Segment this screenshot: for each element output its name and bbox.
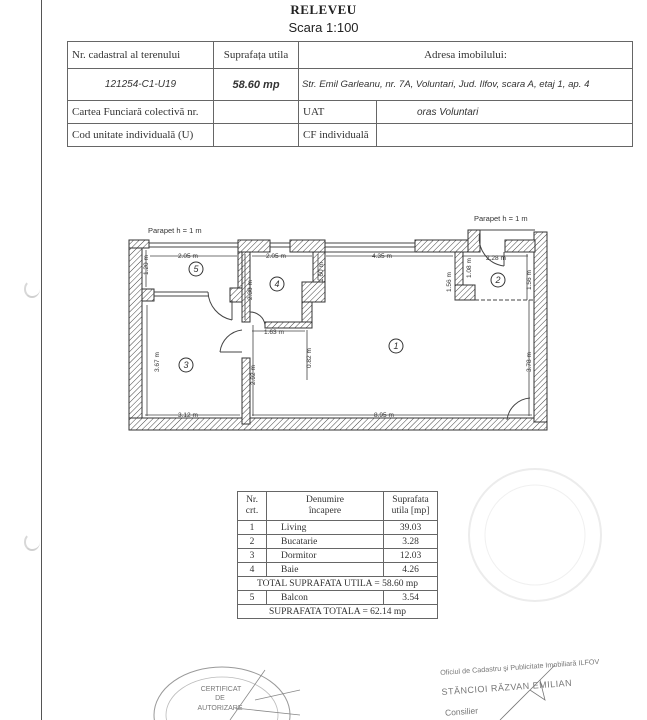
dim-bucatarie-width: 2.28 m xyxy=(486,255,506,262)
cf-individuala-label: CF individuală xyxy=(299,124,377,147)
row-area: 3.54 xyxy=(384,591,438,605)
dim-living-width: 8.95 m xyxy=(374,412,394,419)
rooms-table xyxy=(237,491,438,619)
dim-baie-height-right: 1.60 m xyxy=(318,262,325,282)
wall xyxy=(455,285,475,300)
wall xyxy=(129,240,142,430)
wall xyxy=(505,240,535,252)
room-label-3: 3 xyxy=(183,360,189,370)
cod-unitate-label: Cod unitate individuală (U) xyxy=(68,124,214,147)
total-row xyxy=(238,605,438,619)
wall xyxy=(468,230,480,252)
row-area: 3.28 xyxy=(384,535,438,549)
table-row xyxy=(238,591,438,605)
dim-bucatarie-h2: 1.56 m xyxy=(446,272,453,292)
wall xyxy=(302,282,325,302)
row-area: 12.03 xyxy=(384,549,438,563)
header-denumire: Denumire încapere xyxy=(267,492,384,521)
row-nr: 1 xyxy=(238,521,267,535)
dim-living-right-height: 3.78 m xyxy=(526,352,533,372)
wall xyxy=(534,232,547,422)
row-area: 4.26 xyxy=(384,563,438,577)
certificate-stamp xyxy=(154,667,300,720)
room-label-5: 5 xyxy=(193,264,199,274)
row-nr: 3 xyxy=(238,549,267,563)
row-name: Bucatarie xyxy=(267,535,384,549)
stamp-line-3: AUTORIZARE xyxy=(197,705,243,712)
dim-balcon-height: 1.20 m xyxy=(143,255,150,275)
header-suprafata: Suprafata utila [mp] xyxy=(384,492,438,521)
wall xyxy=(238,240,270,252)
dim-living-left-height: 2.92 m xyxy=(250,365,257,385)
dim-bucatarie-h1: 1.08 m xyxy=(466,258,473,278)
dim-baie-bottom: 1.63 m xyxy=(264,329,284,336)
faint-stamp-inner xyxy=(485,485,585,585)
room-label-1: 1 xyxy=(393,341,399,351)
row-name: Dormitor xyxy=(267,549,384,563)
parapet-label-right: Parapet h = 1 m xyxy=(474,214,528,223)
wall xyxy=(142,289,154,301)
dim-dormitor-width: 3.12 m xyxy=(178,412,198,419)
total-utila-row xyxy=(238,577,438,591)
cadastral-value: 121254-C1-U19 xyxy=(68,69,214,101)
ocpi-role: Consilier xyxy=(444,705,479,718)
stamp-line-2: DE xyxy=(215,695,225,702)
table-row xyxy=(238,549,438,563)
dim-living-gap: 0.82 m xyxy=(306,348,313,368)
row-nr: 5 xyxy=(238,591,267,605)
wall xyxy=(415,240,475,252)
signature-stroke xyxy=(500,665,555,720)
cadastral-label: Nr. cadastral al terenului xyxy=(68,42,214,69)
adresa-value: Str. Emil Garleanu, nr. 7A, Voluntari, Jud. Ilfov, scara A, etaj 1, ap. 4 xyxy=(299,69,633,101)
wall xyxy=(242,358,250,424)
row-name: Balcon xyxy=(267,591,384,605)
wall xyxy=(129,240,149,248)
table-row xyxy=(238,535,438,549)
table-row xyxy=(238,521,438,535)
row-name: Living xyxy=(267,521,384,535)
dim-living-top: 4.35 m xyxy=(372,253,392,260)
ocpi-stamp xyxy=(440,657,603,718)
uat-label: UAT xyxy=(299,101,377,124)
ocpi-office: Oficiul de Cadastru şi Publicitate Imobiliară ILFOV xyxy=(439,656,600,677)
wall xyxy=(290,240,325,252)
total-suprafata: SUPRAFATA TOTALA = 62.14 mp xyxy=(238,605,438,619)
parapet-label-left: Parapet h = 1 m xyxy=(148,226,202,235)
faint-stamp xyxy=(469,469,601,601)
document-scale: Scara 1:100 xyxy=(288,20,359,35)
row-area: 39.03 xyxy=(384,521,438,535)
wall xyxy=(265,322,312,328)
dim-baie-height-left: 2.30 m xyxy=(247,280,254,300)
stamp-line-1: CERTIFICAT xyxy=(200,686,242,693)
header-nr: Nr. crt. xyxy=(238,492,267,521)
dim-bucatarie-h3: 1.56 m xyxy=(526,270,533,290)
row-nr: 2 xyxy=(238,535,267,549)
dim-baie-width: 2.05 m xyxy=(266,253,286,260)
ocpi-name: STĂNCIOI RĂZVAN EMILIAN xyxy=(441,677,573,697)
suprafata-value: 58.60 mp xyxy=(214,69,299,101)
wall xyxy=(129,418,547,430)
uat-value: oras Voluntari xyxy=(377,101,633,124)
dim-dormitor-height: 3.67 m xyxy=(154,352,161,372)
suprafata-label: Suprafața utila xyxy=(214,42,299,69)
total-utila: TOTAL SUPRAFATA UTILA = 58.60 mp xyxy=(238,577,438,591)
row-nr: 4 xyxy=(238,563,267,577)
adresa-label: Adresa imobilului: xyxy=(299,42,633,69)
room-label-2: 2 xyxy=(495,275,501,285)
dim-balcon-width: 2.05 m xyxy=(178,253,198,260)
cf-colectiva-label: Cartea Funciară colectivă nr. xyxy=(68,101,214,124)
table-row xyxy=(238,563,438,577)
document-title: RELEVEU xyxy=(290,2,357,17)
room-label-4: 4 xyxy=(274,279,280,289)
row-name: Baie xyxy=(267,563,384,577)
